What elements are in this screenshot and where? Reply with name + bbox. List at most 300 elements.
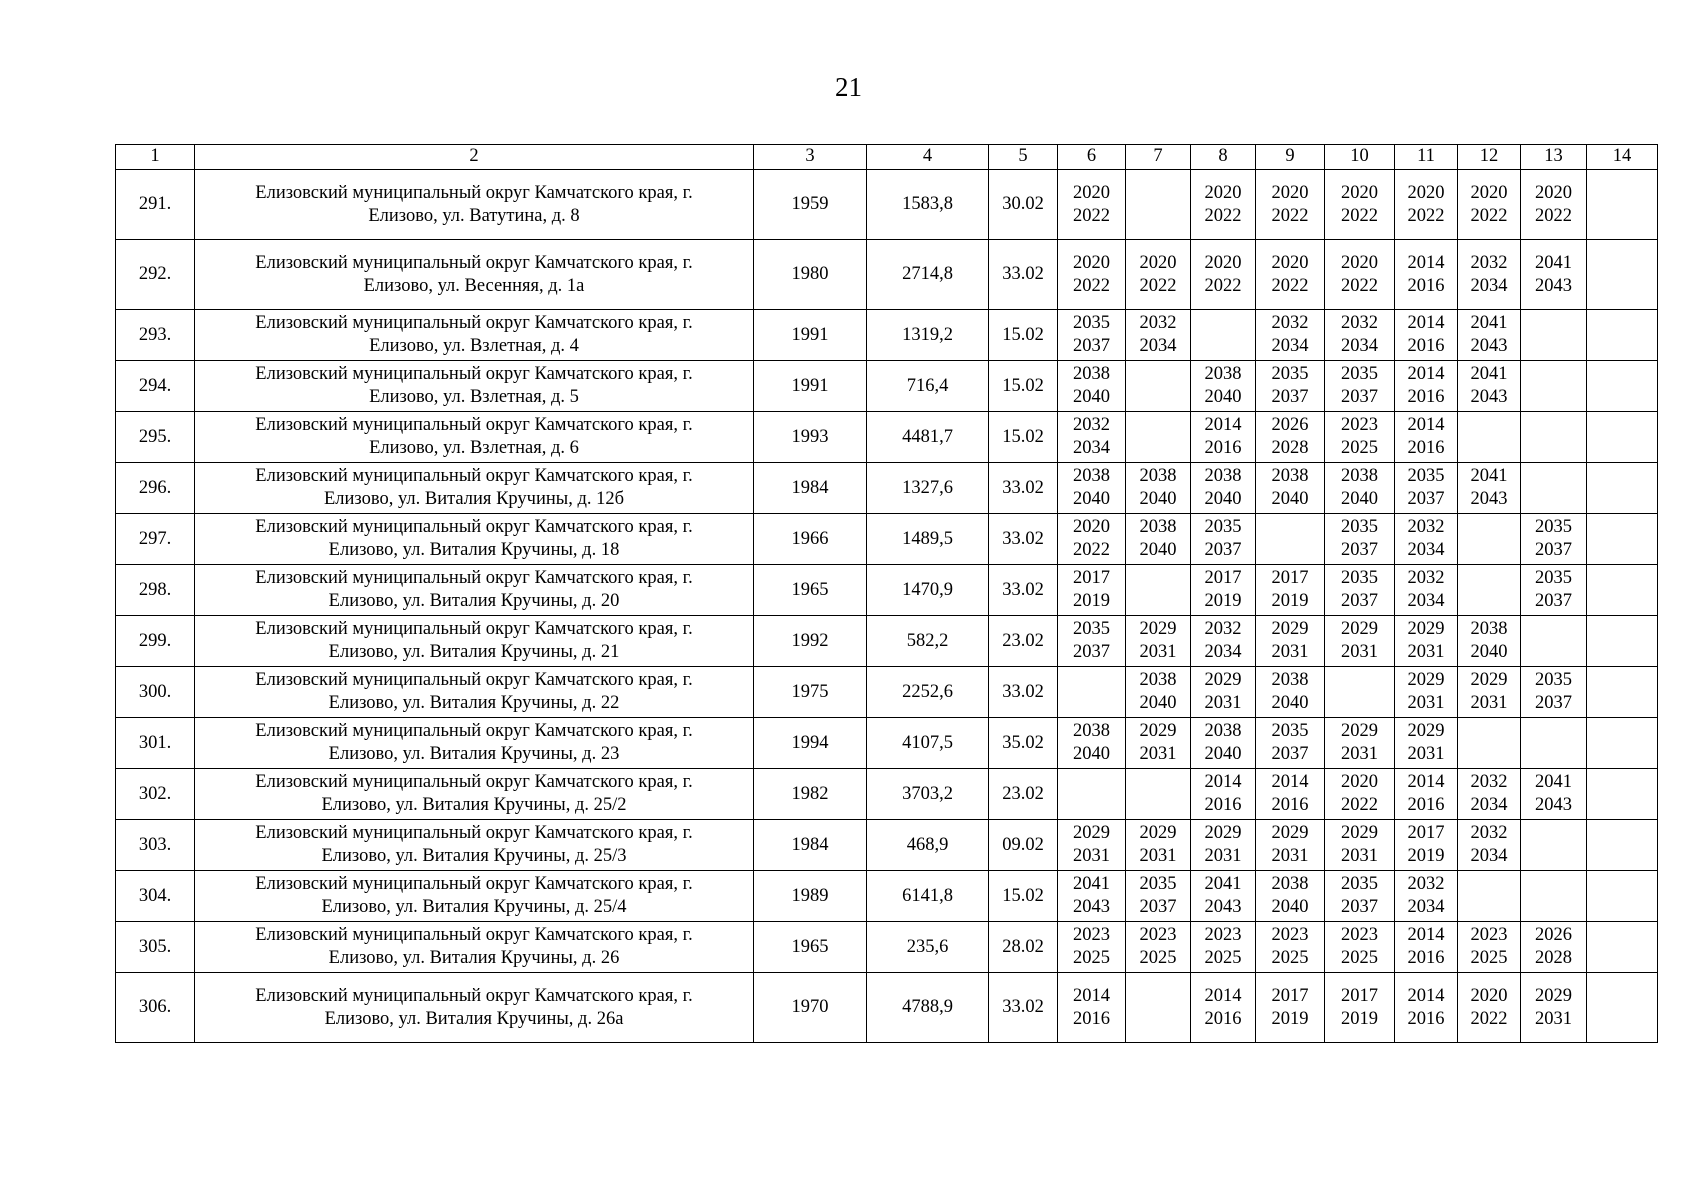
period-end: 2025 [1341, 948, 1378, 968]
period-start: 2032 [1470, 252, 1508, 273]
total-area: 3703,2 [867, 769, 989, 820]
period-end: 2037 [1407, 489, 1445, 509]
address-line-1: Елизовский муниципальный округ Камчатского края, г. [255, 721, 693, 741]
period-end: 2031 [1407, 693, 1445, 713]
period-start: 2020 [1535, 182, 1572, 203]
period-end: 2025 [1271, 948, 1309, 968]
row-number: 304. [116, 871, 195, 922]
period-cell-10 [1325, 463, 1395, 514]
period-cell-14 [1587, 412, 1658, 463]
period-cell-10 [1325, 412, 1395, 463]
row-number: 300. [116, 667, 195, 718]
period-cell-7 [1126, 871, 1191, 922]
period-start: 2038 [1470, 619, 1508, 639]
period-end: 2034 [1073, 438, 1110, 458]
period-cell-9 [1256, 412, 1325, 463]
address-line-1: Елизовский муниципальный округ Камчатского края, г. [255, 568, 693, 588]
period-cell-12 [1458, 922, 1521, 973]
period-cell-14 [1587, 973, 1658, 1043]
row-number: 298. [116, 565, 195, 616]
period-start: 2032 [1407, 568, 1445, 588]
row-number: 291. [116, 170, 195, 240]
period-start: 2038 [1204, 466, 1242, 486]
period-end: 2022 [1341, 275, 1378, 296]
period-start: 2041 [1073, 874, 1110, 894]
period-end: 2016 [1407, 948, 1445, 968]
period-start: 2032 [1073, 415, 1110, 435]
period-cell-12 [1458, 361, 1521, 412]
period-cell-10 [1325, 361, 1395, 412]
period-cell-10 [1325, 310, 1395, 361]
column-header-9: 9 [1256, 145, 1325, 170]
period-end: 2037 [1073, 336, 1110, 356]
address-line-2: Елизово, ул. Виталия Кручины, д. 23 [328, 744, 620, 764]
period-start: 2038 [1073, 721, 1110, 741]
address-line-1: Елизовский муниципальный округ Камчатского края, г. [255, 466, 693, 486]
address-cell [195, 240, 754, 310]
period-start: 2023 [1271, 925, 1309, 945]
code-cell: 35.02 [989, 718, 1058, 769]
total-area: 1489,5 [867, 514, 989, 565]
code-cell: 15.02 [989, 871, 1058, 922]
period-cell-11 [1395, 718, 1458, 769]
period-end: 2031 [1341, 846, 1378, 866]
period-cell-7 [1126, 170, 1191, 240]
period-start: 2035 [1341, 517, 1378, 537]
address-line-2: Елизово, ул. Ватутина, д. 8 [368, 205, 580, 226]
period-end: 2016 [1204, 438, 1242, 458]
total-area: 1319,2 [867, 310, 989, 361]
period-cell-8 [1191, 973, 1256, 1043]
period-cell-13 [1521, 565, 1587, 616]
period-start: 2014 [1407, 364, 1445, 384]
period-cell-7 [1126, 240, 1191, 310]
period-start: 2020 [1139, 252, 1177, 273]
period-cell-11 [1395, 820, 1458, 871]
period-start: 2032 [1407, 874, 1445, 894]
period-cell-9 [1256, 922, 1325, 973]
period-cell-12 [1458, 170, 1521, 240]
period-start: 2020 [1204, 182, 1242, 203]
period-start: 2035 [1073, 619, 1110, 639]
period-end: 2043 [1470, 489, 1508, 509]
address-cell [195, 718, 754, 769]
period-cell-7 [1126, 820, 1191, 871]
period-start: 2032 [1341, 313, 1378, 333]
period-cell-11 [1395, 922, 1458, 973]
period-start: 2020 [1470, 182, 1508, 203]
period-start: 2029 [1407, 721, 1445, 741]
period-start: 2023 [1073, 925, 1110, 945]
column-header-10: 10 [1325, 145, 1395, 170]
period-cell-12 [1458, 616, 1521, 667]
period-cell-7 [1126, 667, 1191, 718]
address-line-1: Елизовский муниципальный округ Камчатского края, г. [255, 874, 693, 894]
period-cell-13 [1521, 973, 1587, 1043]
period-cell-6 [1058, 361, 1126, 412]
period-start: 2017 [1073, 568, 1110, 588]
period-cell-14 [1587, 616, 1658, 667]
row-number: 296. [116, 463, 195, 514]
period-start: 2029 [1271, 619, 1309, 639]
total-area: 468,9 [867, 820, 989, 871]
period-cell-8 [1191, 310, 1256, 361]
period-end: 2037 [1204, 540, 1242, 560]
build-year: 1975 [754, 667, 867, 718]
period-start: 2029 [1341, 721, 1378, 741]
period-cell-6 [1058, 769, 1126, 820]
period-cell-9 [1256, 769, 1325, 820]
period-start: 2038 [1139, 517, 1177, 537]
period-end: 2031 [1271, 642, 1309, 662]
period-end: 2022 [1204, 275, 1242, 296]
period-start: 2029 [1204, 670, 1242, 690]
code-cell: 33.02 [989, 514, 1058, 565]
period-cell-8 [1191, 820, 1256, 871]
period-start: 2029 [1139, 619, 1177, 639]
period-start: 2020 [1073, 517, 1110, 537]
period-cell-9 [1256, 871, 1325, 922]
period-end: 2031 [1535, 1008, 1572, 1029]
row-number: 305. [116, 922, 195, 973]
table-row [116, 310, 1658, 361]
period-end: 2022 [1073, 275, 1110, 296]
period-end: 2037 [1139, 897, 1177, 917]
period-start: 2014 [1204, 772, 1242, 792]
address-line-1: Елизовский муниципальный округ Камчатского края, г. [255, 823, 693, 843]
row-number: 295. [116, 412, 195, 463]
build-year: 1980 [754, 240, 867, 310]
period-cell-9 [1256, 240, 1325, 310]
period-end: 2019 [1271, 1008, 1309, 1029]
total-area: 1470,9 [867, 565, 989, 616]
period-start: 2035 [1073, 313, 1110, 333]
period-cell-13 [1521, 769, 1587, 820]
row-number: 297. [116, 514, 195, 565]
row-number: 294. [116, 361, 195, 412]
period-end: 2040 [1271, 897, 1309, 917]
period-end: 2028 [1535, 948, 1572, 968]
period-end: 2031 [1204, 693, 1242, 713]
build-year: 1984 [754, 463, 867, 514]
period-start: 2014 [1271, 772, 1309, 792]
period-end: 2019 [1271, 591, 1309, 611]
period-cell-7 [1126, 463, 1191, 514]
table-row [116, 973, 1658, 1043]
page-number: 21 [835, 72, 862, 102]
period-start: 2020 [1271, 182, 1309, 203]
total-area: 2252,6 [867, 667, 989, 718]
build-year: 1992 [754, 616, 867, 667]
period-start: 2035 [1535, 670, 1572, 690]
period-end: 2037 [1341, 540, 1378, 560]
period-start: 2020 [1341, 252, 1378, 273]
address-cell [195, 871, 754, 922]
period-start: 2017 [1341, 985, 1378, 1006]
period-end: 2040 [1470, 642, 1508, 662]
total-area: 1327,6 [867, 463, 989, 514]
period-end: 2022 [1407, 205, 1445, 226]
period-cell-11 [1395, 514, 1458, 565]
row-number: 301. [116, 718, 195, 769]
table-row [116, 170, 1658, 240]
period-start: 2041 [1535, 252, 1572, 273]
period-cell-6 [1058, 667, 1126, 718]
period-cell-8 [1191, 463, 1256, 514]
period-end: 2019 [1341, 1008, 1378, 1029]
period-cell-11 [1395, 769, 1458, 820]
period-start: 2032 [1271, 313, 1309, 333]
period-cell-11 [1395, 240, 1458, 310]
period-end: 2025 [1139, 948, 1177, 968]
period-start: 2038 [1271, 670, 1309, 690]
build-year: 1993 [754, 412, 867, 463]
period-cell-12 [1458, 412, 1521, 463]
period-start: 2014 [1407, 925, 1445, 945]
build-year: 1966 [754, 514, 867, 565]
period-end: 2028 [1271, 438, 1309, 458]
table-row [116, 769, 1658, 820]
total-area: 716,4 [867, 361, 989, 412]
code-cell: 33.02 [989, 463, 1058, 514]
period-start: 2035 [1535, 568, 1572, 588]
period-cell-11 [1395, 170, 1458, 240]
period-end: 2022 [1470, 205, 1508, 226]
period-cell-13 [1521, 616, 1587, 667]
period-cell-14 [1587, 514, 1658, 565]
period-cell-14 [1587, 240, 1658, 310]
period-end: 2031 [1407, 642, 1445, 662]
period-start: 2035 [1204, 517, 1242, 537]
period-cell-12 [1458, 973, 1521, 1043]
period-start: 2035 [1139, 874, 1177, 894]
period-end: 2034 [1470, 846, 1508, 866]
address-line-1: Елизовский муниципальный округ Камчатского края, г. [255, 670, 693, 690]
period-start: 2014 [1407, 772, 1445, 792]
period-start: 2038 [1073, 466, 1110, 486]
address-cell [195, 361, 754, 412]
period-cell-12 [1458, 871, 1521, 922]
period-cell-7 [1126, 361, 1191, 412]
period-cell-10 [1325, 170, 1395, 240]
period-start: 2035 [1341, 874, 1378, 894]
period-end: 2031 [1341, 642, 1378, 662]
address-cell [195, 463, 754, 514]
period-cell-7 [1126, 718, 1191, 769]
period-cell-10 [1325, 616, 1395, 667]
period-cell-9 [1256, 361, 1325, 412]
address-line-1: Елизовский муниципальный округ Камчатского края, г. [255, 364, 693, 384]
address-line-2: Елизово, ул. Виталия Кручины, д. 18 [328, 540, 620, 560]
code-cell: 33.02 [989, 973, 1058, 1043]
data-table [115, 144, 1658, 1043]
period-cell-13 [1521, 667, 1587, 718]
period-end: 2016 [1407, 438, 1445, 458]
period-start: 2029 [1407, 619, 1445, 639]
period-start: 2020 [1341, 772, 1378, 792]
code-cell: 15.02 [989, 310, 1058, 361]
period-end: 2016 [1407, 1008, 1445, 1029]
period-start: 2017 [1271, 985, 1309, 1006]
address-line-2: Елизово, ул. Виталия Кручины, д. 21 [328, 642, 620, 662]
period-end: 2022 [1139, 275, 1177, 296]
period-start: 2041 [1204, 874, 1242, 894]
period-end: 2031 [1341, 744, 1378, 764]
build-year: 1984 [754, 820, 867, 871]
period-cell-8 [1191, 769, 1256, 820]
period-end: 2037 [1341, 897, 1378, 917]
address-line-2: Елизово, ул. Виталия Кручины, д. 22 [328, 693, 620, 713]
period-cell-7 [1126, 565, 1191, 616]
period-end: 2040 [1204, 489, 1242, 509]
period-start: 2035 [1535, 517, 1572, 537]
period-end: 2043 [1204, 897, 1242, 917]
period-start: 2026 [1535, 925, 1572, 945]
table-row [116, 463, 1658, 514]
period-start: 2014 [1407, 415, 1445, 435]
address-cell [195, 973, 754, 1043]
period-cell-10 [1325, 514, 1395, 565]
period-cell-8 [1191, 514, 1256, 565]
address-line-2: Елизово, ул. Виталия Кручины, д. 25/2 [321, 795, 627, 815]
address-cell [195, 667, 754, 718]
address-line-1: Елизовский муниципальный округ Камчатского края, г. [255, 772, 693, 792]
build-year: 1965 [754, 922, 867, 973]
period-cell-12 [1458, 310, 1521, 361]
row-number: 292. [116, 240, 195, 310]
period-start: 2029 [1073, 823, 1110, 843]
period-cell-14 [1587, 820, 1658, 871]
period-cell-13 [1521, 820, 1587, 871]
address-line-2: Елизово, ул. Виталия Кручины, д. 20 [328, 591, 620, 611]
period-end: 2016 [1204, 795, 1242, 815]
period-start: 2038 [1271, 874, 1309, 894]
table-row [116, 922, 1658, 973]
period-cell-12 [1458, 820, 1521, 871]
period-cell-9 [1256, 973, 1325, 1043]
address-line-1: Елизовский муниципальный округ Камчатского края, г. [255, 313, 693, 333]
total-area: 6141,8 [867, 871, 989, 922]
period-cell-12 [1458, 240, 1521, 310]
period-end: 2034 [1470, 275, 1508, 296]
period-cell-6 [1058, 463, 1126, 514]
period-cell-10 [1325, 922, 1395, 973]
column-header-2: 2 [195, 145, 754, 170]
column-header-14: 14 [1587, 145, 1658, 170]
period-start: 2029 [1139, 721, 1177, 741]
period-cell-9 [1256, 718, 1325, 769]
period-cell-9 [1256, 310, 1325, 361]
column-header-5: 5 [989, 145, 1058, 170]
address-line-1: Елизовский муниципальный округ Камчатского края, г. [255, 925, 693, 945]
period-end: 2031 [1407, 744, 1445, 764]
period-start: 2029 [1470, 670, 1508, 690]
table-row [116, 718, 1658, 769]
period-start: 2014 [1204, 985, 1242, 1006]
period-cell-9 [1256, 820, 1325, 871]
code-cell: 15.02 [989, 361, 1058, 412]
address-cell [195, 310, 754, 361]
period-end: 2022 [1341, 795, 1378, 815]
period-start: 2023 [1470, 925, 1508, 945]
period-start: 2023 [1139, 925, 1177, 945]
table-row [116, 361, 1658, 412]
period-end: 2040 [1271, 489, 1309, 509]
period-cell-7 [1126, 769, 1191, 820]
period-cell-12 [1458, 463, 1521, 514]
period-cell-14 [1587, 463, 1658, 514]
code-cell: 30.02 [989, 170, 1058, 240]
period-cell-14 [1587, 170, 1658, 240]
period-start: 2023 [1204, 925, 1242, 945]
period-cell-10 [1325, 871, 1395, 922]
period-end: 2043 [1535, 275, 1572, 296]
period-cell-6 [1058, 718, 1126, 769]
period-start: 2020 [1470, 985, 1508, 1006]
period-start: 2038 [1204, 364, 1242, 384]
period-end: 2022 [1470, 1008, 1508, 1029]
period-cell-13 [1521, 170, 1587, 240]
period-end: 2037 [1073, 642, 1110, 662]
period-cell-10 [1325, 718, 1395, 769]
table-row [116, 514, 1658, 565]
period-cell-11 [1395, 973, 1458, 1043]
header-row [116, 145, 1658, 170]
period-start: 2038 [1139, 670, 1177, 690]
period-cell-8 [1191, 718, 1256, 769]
address-line-2: Елизово, ул. Взлетная, д. 6 [369, 438, 579, 458]
period-start: 2041 [1470, 313, 1508, 333]
period-cell-12 [1458, 769, 1521, 820]
address-line-1: Елизовский муниципальный округ Камчатского края, г. [255, 252, 693, 273]
period-start: 2041 [1535, 772, 1572, 792]
period-end: 2043 [1073, 897, 1110, 917]
period-start: 2029 [1139, 823, 1177, 843]
address-cell [195, 820, 754, 871]
period-end: 2031 [1470, 693, 1508, 713]
code-cell: 33.02 [989, 565, 1058, 616]
period-start: 2020 [1341, 182, 1378, 203]
table-row [116, 565, 1658, 616]
period-end: 2022 [1073, 205, 1110, 226]
period-start: 2020 [1073, 182, 1110, 203]
period-end: 2040 [1073, 489, 1110, 509]
period-cell-12 [1458, 514, 1521, 565]
build-year: 1965 [754, 565, 867, 616]
period-end: 2031 [1139, 846, 1177, 866]
period-start: 2014 [1204, 415, 1242, 435]
column-header-8: 8 [1191, 145, 1256, 170]
period-cell-11 [1395, 361, 1458, 412]
period-start: 2038 [1073, 364, 1110, 384]
row-number: 293. [116, 310, 195, 361]
period-start: 2023 [1341, 415, 1378, 435]
period-end: 2037 [1271, 387, 1309, 407]
period-end: 2016 [1407, 336, 1445, 356]
period-start: 2035 [1341, 364, 1378, 384]
address-line-1: Елизовский муниципальный округ Камчатского края, г. [255, 517, 693, 537]
period-cell-11 [1395, 667, 1458, 718]
period-cell-10 [1325, 769, 1395, 820]
column-header-13: 13 [1521, 145, 1587, 170]
address-cell [195, 170, 754, 240]
total-area: 235,6 [867, 922, 989, 973]
period-end: 2040 [1271, 693, 1309, 713]
address-line-2: Елизово, ул. Взлетная, д. 5 [369, 387, 579, 407]
period-end: 2022 [1204, 205, 1242, 226]
code-cell: 23.02 [989, 769, 1058, 820]
period-start: 2035 [1271, 364, 1309, 384]
